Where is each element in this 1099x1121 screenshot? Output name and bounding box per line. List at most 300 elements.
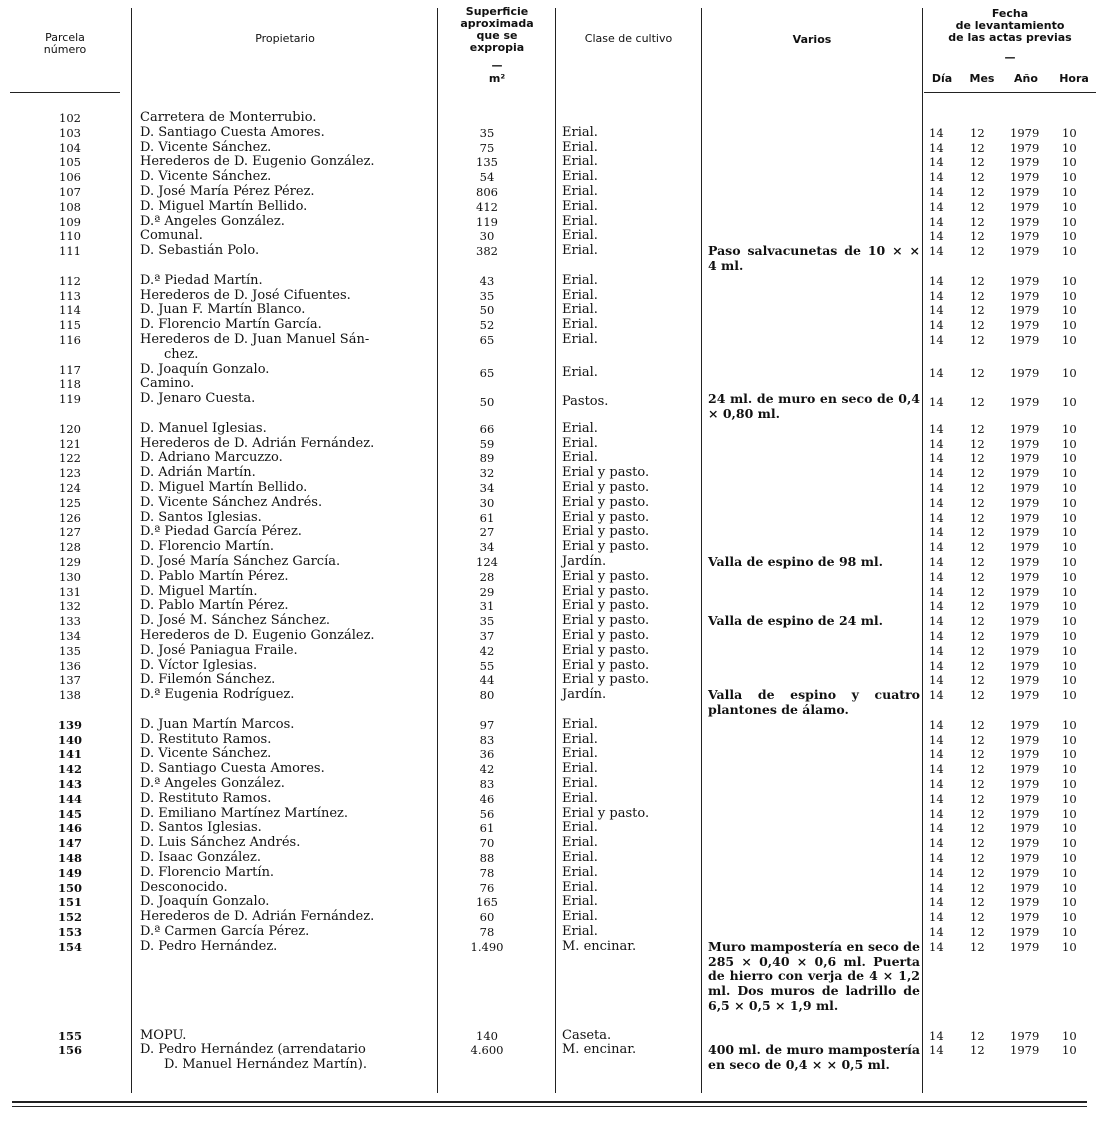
fecha-mes: 12: [970, 658, 985, 673]
clase-cultivo: Erial y pasto.: [562, 465, 650, 481]
clase-cultivo: Erial.: [562, 776, 598, 791]
fecha-hora: 10: [1062, 155, 1077, 170]
fecha-ano: 1979: [1010, 762, 1040, 777]
clase-cultivo: Erial.: [562, 287, 598, 303]
fecha-mes: 12: [970, 865, 985, 880]
propietario-cell: [140, 821, 430, 836]
fecha-dia: 14: [929, 244, 944, 259]
fecha-ano: 1979: [1010, 125, 1040, 140]
superficie-value: 30: [479, 495, 495, 510]
clase-cultivo: Caseta.: [562, 1027, 612, 1043]
propietario-name: D. Santiago Cuesta Amores.: [140, 124, 325, 140]
fecha-dia: 14: [929, 510, 944, 525]
fecha-hora: 10: [1062, 365, 1077, 380]
fecha-ano: 1979: [1010, 481, 1040, 495]
fecha-mes: 12: [970, 688, 985, 703]
clase-cultivo: Erial.: [562, 228, 598, 244]
fecha-mes: 12: [970, 540, 985, 555]
parcela-number: 151: [57, 895, 82, 910]
parcela-number: 138: [59, 688, 81, 703]
superficie-value: 56: [479, 806, 495, 821]
fecha-dia: 14: [929, 555, 944, 569]
fecha-hora: 10: [1062, 185, 1077, 199]
fecha-ano: 1979: [1010, 836, 1040, 851]
propietario-name: Herederos de D. José Cifuentes.: [140, 287, 351, 303]
parcela-number: 107: [59, 185, 81, 199]
propietario-cell: [140, 910, 430, 925]
header-parcela-line2: número: [43, 43, 87, 56]
superficie-value: 43: [479, 273, 495, 288]
table-row: [0, 289, 1099, 304]
table-row: [0, 185, 1099, 200]
fecha-hora: 10: [1062, 569, 1077, 584]
superficie-value: 135: [476, 155, 498, 170]
propietario-cell: [140, 836, 430, 851]
parcela-number: 153: [57, 925, 82, 939]
table-row: [0, 629, 1099, 644]
header-superficie: [440, 6, 554, 54]
fecha-dia: 14: [929, 1028, 944, 1043]
superficie-value: 36: [479, 747, 495, 762]
propietario-cell: [140, 185, 430, 200]
fecha-dia: 14: [929, 599, 944, 614]
superficie-value: 83: [479, 732, 495, 747]
table-row: [0, 422, 1099, 437]
fecha-hora: 10: [1062, 199, 1077, 214]
fecha-hora: 10: [1062, 540, 1077, 555]
superficie-value: 50: [479, 395, 495, 410]
clase-cultivo: Erial y pasto.: [562, 805, 650, 821]
propietario-name: D. Vicente Sánchez Andrés.: [140, 494, 323, 510]
propietario-cell: [140, 851, 430, 866]
superficie-value: 75: [479, 140, 495, 155]
parcela-number: 110: [59, 229, 81, 244]
fecha-dia: 14: [929, 643, 944, 658]
parcela-number: 149: [57, 865, 82, 880]
propietario-name: D.ª Piedad Martín.: [140, 272, 263, 288]
fecha-dia: 14: [929, 140, 944, 155]
propietario-cell: [140, 437, 430, 452]
propietario-cell: [140, 200, 430, 215]
superficie-value: 61: [479, 510, 495, 525]
fecha-ano: 1979: [1010, 688, 1040, 703]
clase-cultivo: Erial.: [562, 184, 598, 199]
fecha-ano: 1979: [1010, 303, 1040, 318]
superficie-value: 59: [479, 436, 495, 451]
clase-cultivo: Erial.: [562, 924, 598, 939]
propietario-name: D. Víctor Iglesias.: [140, 657, 258, 673]
clase-cultivo: Erial.: [562, 332, 598, 347]
propietario-name: Herederos de D. Juan Manuel Sán-: [140, 332, 370, 347]
propietario-name: D. José M. Sánchez Sánchez.: [140, 613, 331, 629]
fecha-ano: 1979: [1010, 333, 1040, 347]
table-row: [0, 895, 1099, 910]
clase-cultivo: Jardín.: [562, 554, 607, 569]
fecha-hora: 10: [1062, 614, 1077, 629]
fecha-mes: 12: [970, 466, 985, 481]
fecha-hora: 10: [1062, 673, 1077, 688]
clase-cultivo: M. encinar.: [562, 938, 637, 954]
fecha-dia: 14: [929, 436, 944, 451]
header-rule-left: [10, 92, 120, 93]
fecha-mes: 12: [970, 155, 985, 170]
header-superficie-line4: expropia: [469, 41, 525, 54]
superficie-value: 97: [479, 717, 495, 732]
superficie-value: 382: [476, 244, 498, 259]
propietario-name: D. Vicente Sánchez.: [140, 169, 272, 185]
parcela-number: 109: [59, 214, 81, 229]
fecha-mes: 12: [970, 821, 985, 836]
clase-cultivo: Erial y pasto.: [562, 628, 650, 643]
propietario-cell: [140, 644, 430, 659]
propietario-name: D. Miguel Martín Bellido.: [140, 480, 308, 495]
fecha-ano: 1979: [1010, 658, 1040, 673]
fecha-mes: 12: [970, 436, 985, 451]
propietario-name: D.ª Eugenia Rodríguez.: [140, 687, 295, 703]
fecha-hora: 10: [1062, 821, 1077, 836]
header-clase: Clase de cultivo: [584, 32, 673, 45]
table-row: [0, 925, 1099, 940]
propietario-name: D. Florencio Martín García.: [140, 317, 322, 333]
fecha-mes: 12: [970, 288, 985, 303]
superficie-value: 61: [479, 821, 495, 836]
header-dia: Día: [931, 72, 953, 85]
parcela-number: 136: [59, 658, 81, 673]
fecha-dia: 14: [929, 688, 944, 703]
table-row: [0, 451, 1099, 466]
fecha-ano: 1979: [1010, 185, 1040, 199]
fecha-mes: 12: [970, 451, 985, 466]
table-row: [0, 792, 1099, 807]
superficie-value: 37: [479, 629, 495, 643]
clase-cultivo: Erial.: [562, 435, 598, 451]
clase-cultivo: Erial.: [562, 790, 598, 806]
superficie-value: 124: [476, 555, 498, 569]
table-row: [0, 718, 1099, 733]
fecha-mes: 12: [970, 421, 985, 436]
fecha-ano: 1979: [1010, 851, 1040, 865]
propietario-name: D. Vicente Sánchez.: [140, 139, 272, 155]
superficie-value: 4.600: [470, 1043, 504, 1058]
table-row: [0, 200, 1099, 215]
table-row: [0, 466, 1099, 481]
parcela-number: 119: [59, 392, 81, 407]
fecha-ano: 1979: [1010, 643, 1040, 658]
superficie-value: 54: [479, 170, 495, 185]
clase-cultivo: Erial y pasto.: [562, 672, 650, 688]
propietario-cell: [140, 377, 430, 392]
superficie-value: 78: [479, 865, 495, 880]
propietario-cell: [140, 155, 430, 170]
fecha-mes: 12: [970, 939, 985, 954]
parcela-number: 147: [57, 836, 82, 851]
superficie-value: 32: [479, 466, 495, 481]
propietario-cell: [140, 733, 430, 748]
propietario-name: D. Santiago Cuesta Amores.: [140, 761, 325, 777]
fecha-hora: 10: [1062, 436, 1077, 451]
fecha-mes: 12: [970, 481, 985, 495]
propietario-name: Camino.: [140, 376, 195, 392]
fecha-dia: 14: [929, 614, 944, 629]
fecha-ano: 1979: [1010, 673, 1040, 688]
clase-cultivo: Erial.: [562, 364, 598, 380]
fecha-hora: 10: [1062, 318, 1077, 333]
parcela-number: 140: [57, 732, 82, 747]
table-row: [0, 940, 1099, 1029]
parcela-number: 154: [57, 939, 82, 954]
fecha-dia: 14: [929, 939, 944, 954]
header-parcela: [20, 32, 110, 56]
parcela-number: 112: [59, 273, 81, 288]
fecha-dia: 14: [929, 540, 944, 555]
table-row: [0, 555, 1099, 570]
superficie-value: 165: [476, 895, 498, 910]
fecha-ano: 1979: [1010, 806, 1040, 821]
fecha-dia: 14: [929, 569, 944, 584]
fecha-dia: 14: [929, 1043, 944, 1058]
fecha-ano: 1979: [1010, 540, 1040, 555]
fecha-mes: 12: [970, 880, 985, 895]
fecha-dia: 14: [929, 658, 944, 673]
propietario-name: D. Juan Martín Marcos.: [140, 716, 295, 732]
superficie-value: 50: [479, 303, 495, 318]
fecha-ano: 1979: [1010, 569, 1040, 584]
fecha-ano: 1979: [1010, 288, 1040, 303]
propietario-cell: [140, 866, 430, 881]
superficie-value: 55: [479, 658, 495, 673]
propietario-cell: [140, 925, 430, 940]
clase-cultivo: Erial y pasto.: [562, 509, 650, 525]
fecha-dia: 14: [929, 421, 944, 436]
propietario-name-cont: D. Manuel Hernández Martín).: [164, 1057, 367, 1073]
propietario-cell: [140, 215, 430, 230]
fecha-mes: 12: [970, 140, 985, 155]
fecha-ano: 1979: [1010, 717, 1040, 732]
table-row: [0, 170, 1099, 185]
parcela-number: 131: [59, 584, 81, 599]
propietario-cell: [140, 392, 430, 407]
fecha-hora: 10: [1062, 939, 1077, 954]
fecha-ano: 1979: [1010, 895, 1040, 910]
fecha-dia: 14: [929, 925, 944, 939]
fecha-mes: 12: [970, 199, 985, 214]
fecha-hora: 10: [1062, 717, 1077, 732]
fecha-hora: 10: [1062, 510, 1077, 525]
superficie-value: 35: [479, 614, 495, 629]
fecha-mes: 12: [970, 791, 985, 806]
parcela-number: 142: [57, 762, 82, 777]
table-row: [0, 733, 1099, 748]
clase-cultivo: Erial y pasto.: [562, 583, 650, 599]
superficie-value: 46: [479, 791, 495, 806]
header-superficie-line2: aproximada: [460, 17, 534, 30]
clase-cultivo: Erial.: [562, 879, 598, 895]
fecha-mes: 12: [970, 318, 985, 333]
fecha-mes: 12: [970, 555, 985, 569]
propietario-name: D. Sebastián Polo.: [140, 243, 260, 259]
fecha-hora: 10: [1062, 170, 1077, 185]
fecha-dia: 14: [929, 466, 944, 481]
propietario-cell: [140, 481, 430, 496]
table-row: [0, 141, 1099, 156]
superficie-value: 34: [479, 540, 495, 555]
propietario-name: D.ª Piedad García Pérez.: [140, 524, 302, 540]
fecha-dia: 14: [929, 288, 944, 303]
fecha-ano: 1979: [1010, 599, 1040, 614]
fecha-mes: 12: [970, 925, 985, 939]
fecha-dia: 14: [929, 273, 944, 288]
propietario-cell: [140, 111, 430, 126]
table-row: [0, 866, 1099, 881]
fecha-hora: 10: [1062, 303, 1077, 318]
clase-cultivo: Erial y pasto.: [562, 539, 650, 555]
fecha-dia: 14: [929, 747, 944, 762]
propietario-cell: [140, 762, 430, 777]
header-fecha-line2: de levantamiento: [955, 19, 1065, 32]
propietario-name-cont: chez.: [164, 346, 199, 362]
header-parcela-line1: Parcela: [45, 31, 85, 44]
clase-cultivo: Erial.: [562, 213, 598, 229]
fecha-ano: 1979: [1010, 155, 1040, 170]
fecha-dia: 14: [929, 214, 944, 229]
header-superficie-line3: que se: [476, 29, 518, 42]
propietario-cell: [140, 673, 430, 688]
fecha-dia: 14: [929, 481, 944, 495]
fecha-ano: 1979: [1010, 939, 1040, 954]
parcela-number: 137: [59, 673, 81, 688]
clase-cultivo: Erial.: [562, 169, 598, 185]
fecha-ano: 1979: [1010, 910, 1040, 925]
fecha-mes: 12: [970, 836, 985, 851]
superficie-value: 1.490: [470, 939, 504, 954]
fecha-ano: 1979: [1010, 229, 1040, 244]
table-row: [0, 437, 1099, 452]
fecha-ano: 1979: [1010, 170, 1040, 185]
fecha-mes: 12: [970, 717, 985, 732]
propietario-cell: [140, 585, 430, 600]
fecha-dia: 14: [929, 732, 944, 747]
propietario-name: D.ª Angeles González.: [140, 213, 285, 229]
superficie-value: 412: [476, 199, 498, 214]
table-row: [0, 673, 1099, 688]
propietario-cell: [140, 895, 430, 910]
header-superficie-unit: m²: [488, 72, 506, 85]
propietario-name: MOPU.: [140, 1027, 187, 1043]
header-fecha-line1: Fecha: [991, 7, 1029, 20]
fecha-mes: 12: [970, 806, 985, 821]
fecha-mes: 12: [970, 510, 985, 525]
clase-cultivo: Erial.: [562, 746, 598, 762]
fecha-mes: 12: [970, 614, 985, 629]
propietario-cell: [140, 807, 430, 822]
fecha-mes: 12: [970, 365, 985, 380]
propietario-name: D. Vicente Sánchez.: [140, 746, 272, 762]
clase-cultivo: Erial.: [562, 420, 598, 436]
parcela-number: 128: [59, 540, 81, 555]
superficie-value: 76: [479, 880, 495, 895]
fecha-ano: 1979: [1010, 1043, 1040, 1058]
varios-note: 400 ml. de muro mampostería en seco de 0,4 × × 0,5 ml.: [708, 1042, 920, 1073]
fecha-ano: 1979: [1010, 865, 1040, 880]
propietario-name: D. José María Sánchez García.: [140, 554, 341, 569]
clase-cultivo: Erial.: [562, 850, 598, 865]
fecha-hora: 10: [1062, 791, 1077, 806]
parcela-number: 108: [59, 199, 81, 214]
clase-cultivo: Erial.: [562, 731, 598, 747]
fecha-ano: 1979: [1010, 925, 1040, 939]
propietario-name: D. Florencio Martín.: [140, 864, 275, 880]
fecha-ano: 1979: [1010, 821, 1040, 836]
table-row: [0, 807, 1099, 822]
fecha-dia: 14: [929, 821, 944, 836]
fecha-hora: 10: [1062, 865, 1077, 880]
fecha-dia: 14: [929, 125, 944, 140]
parcela-number: 123: [59, 466, 81, 481]
fecha-hora: 10: [1062, 466, 1077, 481]
table-row: [0, 570, 1099, 585]
fecha-mes: 12: [970, 910, 985, 925]
fecha-dia: 14: [929, 229, 944, 244]
parcela-number: 148: [57, 851, 82, 865]
propietario-cell: [140, 659, 430, 674]
parcela-number: 156: [57, 1043, 82, 1058]
parcela-number: 114: [59, 303, 81, 318]
fecha-hora: 10: [1062, 1028, 1077, 1043]
table-row: [0, 659, 1099, 674]
propietario-cell: [140, 126, 430, 141]
fecha-dia: 14: [929, 451, 944, 466]
propietario-cell: [140, 363, 430, 378]
fecha-hora: 10: [1062, 451, 1077, 466]
fecha-ano: 1979: [1010, 732, 1040, 747]
fecha-hora: 10: [1062, 584, 1077, 599]
superficie-value: 140: [476, 1028, 498, 1043]
superficie-value: 34: [479, 481, 495, 495]
clase-cultivo: Erial.: [562, 139, 598, 155]
propietario-cell: [140, 511, 430, 526]
parcela-number: 133: [59, 614, 81, 629]
fecha-dia: 14: [929, 170, 944, 185]
parcela-number: 103: [59, 125, 81, 140]
propietario-name: D. Santos Iglesias.: [140, 820, 262, 836]
fecha-dia: 14: [929, 836, 944, 851]
superficie-value: 30: [479, 229, 495, 244]
fecha-hora: 10: [1062, 777, 1077, 791]
fecha-dia: 14: [929, 333, 944, 347]
fecha-dia: 14: [929, 777, 944, 791]
propietario-name: D. Restituto Ramos.: [140, 790, 272, 806]
fecha-dia: 14: [929, 895, 944, 910]
fecha-ano: 1979: [1010, 421, 1040, 436]
fecha-hora: 10: [1062, 525, 1077, 540]
superficie-value: 35: [479, 288, 495, 303]
parcela-number: 141: [57, 747, 82, 762]
clase-cultivo: Erial.: [562, 154, 598, 170]
propietario-cell: [140, 599, 430, 614]
header-varios: Varios: [792, 33, 832, 46]
propietario-cell: [140, 525, 430, 540]
propietario-cell: [140, 570, 430, 585]
propietario-name: D. José Paniagua Fraile.: [140, 642, 298, 658]
table-row: [0, 614, 1099, 629]
superficie-value: 52: [479, 318, 495, 333]
fecha-hora: 10: [1062, 599, 1077, 614]
header-propietario: Propietario: [255, 32, 315, 45]
parcela-number: 113: [59, 288, 81, 303]
clase-cultivo: Erial.: [562, 894, 598, 910]
clase-cultivo: Erial.: [562, 761, 598, 777]
propietario-name: D. Pedro Hernández (arrendatario: [140, 1042, 366, 1058]
